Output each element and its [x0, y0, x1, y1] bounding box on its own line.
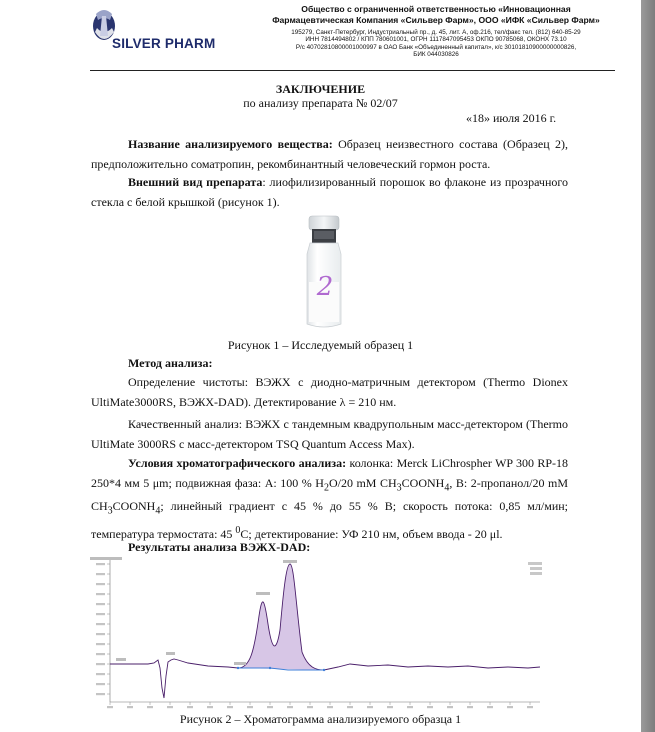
- company-line: Общество с ограниченной ответственностью «Инновационная: [301, 4, 571, 14]
- figure1-caption: Рисунок 1 – Исследуемый образец 1: [227, 338, 414, 352]
- peak-label: [166, 652, 175, 655]
- superscript: 0: [235, 525, 241, 537]
- chart-header: [90, 557, 122, 560]
- purity-text-end: = 210 нм.: [345, 394, 397, 409]
- conditions-text: COONH: [401, 475, 445, 490]
- x-tick-label: [147, 706, 153, 708]
- y-tick-label: [96, 683, 105, 685]
- y-tick-label: [96, 663, 105, 665]
- y-tick-label: [96, 563, 105, 565]
- conditions-text: ; линейный градиент с 45 % до 55 % В; скорость потока: 0,85 мл/мин; температура термостата: 45: [91, 499, 568, 542]
- conditions-text: колонка: Merck LiChrospher WP 300 RP-18 250*4 мм 5 μm; подвижная фаза: А: 100 % H: [91, 456, 568, 490]
- conditions-text: COONH: [112, 499, 156, 514]
- method-heading: Метод анализа:: [128, 356, 213, 370]
- chart-legend: [528, 562, 542, 575]
- y-tick-label: [96, 633, 105, 635]
- x-tick-label: [507, 706, 513, 708]
- appearance-label: Внешний вид препарата: [128, 175, 263, 189]
- figure2-caption: Рисунок 2 – Хроматограмма анализируемого образца 1: [179, 712, 462, 726]
- x-tick-label: [327, 706, 333, 708]
- results-heading-line: [91, 538, 568, 558]
- conditions-label: Условия хроматографического анализа:: [128, 456, 347, 470]
- x-tick-label: [467, 706, 473, 708]
- y-tick-label: [96, 593, 105, 595]
- logo-text: SILVER PHARM: [112, 36, 216, 51]
- subscript: 4: [155, 505, 161, 517]
- method-heading-line: [91, 354, 568, 374]
- substance-paragraph: [91, 135, 568, 174]
- x-tick-label: [367, 706, 373, 708]
- chart-frame: [110, 560, 540, 702]
- peak-label: [234, 662, 246, 665]
- conditions-text: O/20 mM CH: [328, 475, 397, 490]
- x-tick-label: [307, 706, 313, 708]
- x-tick-label: [207, 706, 213, 708]
- address-line: БИК 044030826: [413, 50, 459, 58]
- subscript: 4: [444, 481, 450, 493]
- y-axis-ticks: [96, 563, 110, 695]
- peak-label: [116, 658, 126, 661]
- conditions-paragraph: [91, 454, 568, 545]
- x-tick-label: [427, 706, 433, 708]
- document-date: «18» июля 2016 г.: [466, 111, 557, 125]
- x-tick-label: [487, 706, 493, 708]
- address-line: Р/с 40702810800001000997 в ОАО Банк «Объединенный капитал», к/с 30101810900000000826,: [295, 43, 577, 51]
- results-heading: Результаты анализа ВЭЖХ-DAD:: [128, 540, 311, 554]
- y-tick-label: [96, 643, 105, 645]
- header-divider: [90, 70, 615, 71]
- y-tick-label: [96, 623, 105, 625]
- vial-label: 2: [316, 272, 334, 302]
- subscript: 3: [396, 481, 402, 493]
- conditions-text: , В: 2-пропанол/20 mM CH: [91, 475, 568, 514]
- address-line: 195279, Санкт-Петербург, Индустриальный пр., д. 45, лит. А, оф.216, тел/факс тел. (812) 640-85-29: [291, 29, 581, 36]
- peak-label: [256, 592, 270, 595]
- peak-label: [283, 560, 297, 563]
- x-tick-label: [187, 706, 193, 708]
- subscript: 2: [323, 481, 329, 493]
- company-name: [244, 4, 628, 25]
- x-tick-label: [407, 706, 413, 708]
- purity-text: Определение чистоты: ВЭЖХ с диодно-матричным детектором (Thermo Dionex UltiMate3000RS, ВЭЖХ-DAD). Детектирование λ: [91, 375, 568, 409]
- sample-vial-photo: [295, 212, 353, 332]
- chromatogram-chart: [88, 556, 553, 712]
- y-tick-label: [96, 693, 105, 695]
- x-tick-label: [127, 706, 133, 708]
- appearance-paragraph: [91, 173, 568, 212]
- y-tick-label: [96, 603, 105, 605]
- x-tick-label: [387, 706, 393, 708]
- conditions-text: С; детектирование: УФ 210 нм, объем ввода - 20 μl.: [240, 527, 503, 542]
- document-subtitle: по анализу препарата № 02/07: [243, 96, 398, 110]
- x-tick-label: [527, 706, 533, 708]
- company-line: Фармацевтическая Компания «Сильвер Фарм», ООО «ИФК «Сильвер Фарм»: [272, 14, 600, 25]
- x-tick-label: [227, 706, 233, 708]
- x-tick-label: [447, 706, 453, 708]
- subscript: 3: [107, 505, 113, 517]
- x-axis-ticks: [107, 702, 533, 708]
- y-tick-label: [96, 573, 105, 575]
- x-tick-label: [347, 706, 353, 708]
- viewer-background: [641, 0, 655, 732]
- y-tick-label: [96, 673, 105, 675]
- x-tick-label: [107, 706, 113, 708]
- y-tick-label: [96, 613, 105, 615]
- purity-paragraph: [91, 373, 568, 412]
- substance-text: Образец неизвестного состава (Образец 2), предположительно соматропин, рекомбинантный человеческий гормон роста.: [91, 137, 568, 171]
- x-tick-label: [167, 706, 173, 708]
- y-tick-label: [96, 583, 105, 585]
- x-tick-label: [287, 706, 293, 708]
- x-tick-label: [267, 706, 273, 708]
- y-tick-label: [96, 653, 105, 655]
- company-address: [244, 29, 628, 58]
- address-line: ИНН 7814494802 / КПП 780601001, ОГРН 1117847095453 ОКПО 90785068, ОКОНХ 73.10: [305, 36, 567, 44]
- appearance-text: : лиофилизированный порошок во флаконе из прозрачного стекла с белой крышкой (рисунок 1).: [91, 175, 568, 209]
- qualitative-paragraph: Качественный анализ: ВЭЖХ с тандемным квадрупольным масс-детектором (Thermo UltiMate 3000RS с масс-детектором TSQ Quantum Access Max).: [91, 417, 568, 451]
- x-tick-label: [247, 706, 253, 708]
- document-title: ЗАКЛЮЧЕНИЕ: [275, 82, 366, 96]
- substance-label: Название анализируемого вещества:: [128, 137, 333, 151]
- chromatogram-trace: [110, 564, 540, 698]
